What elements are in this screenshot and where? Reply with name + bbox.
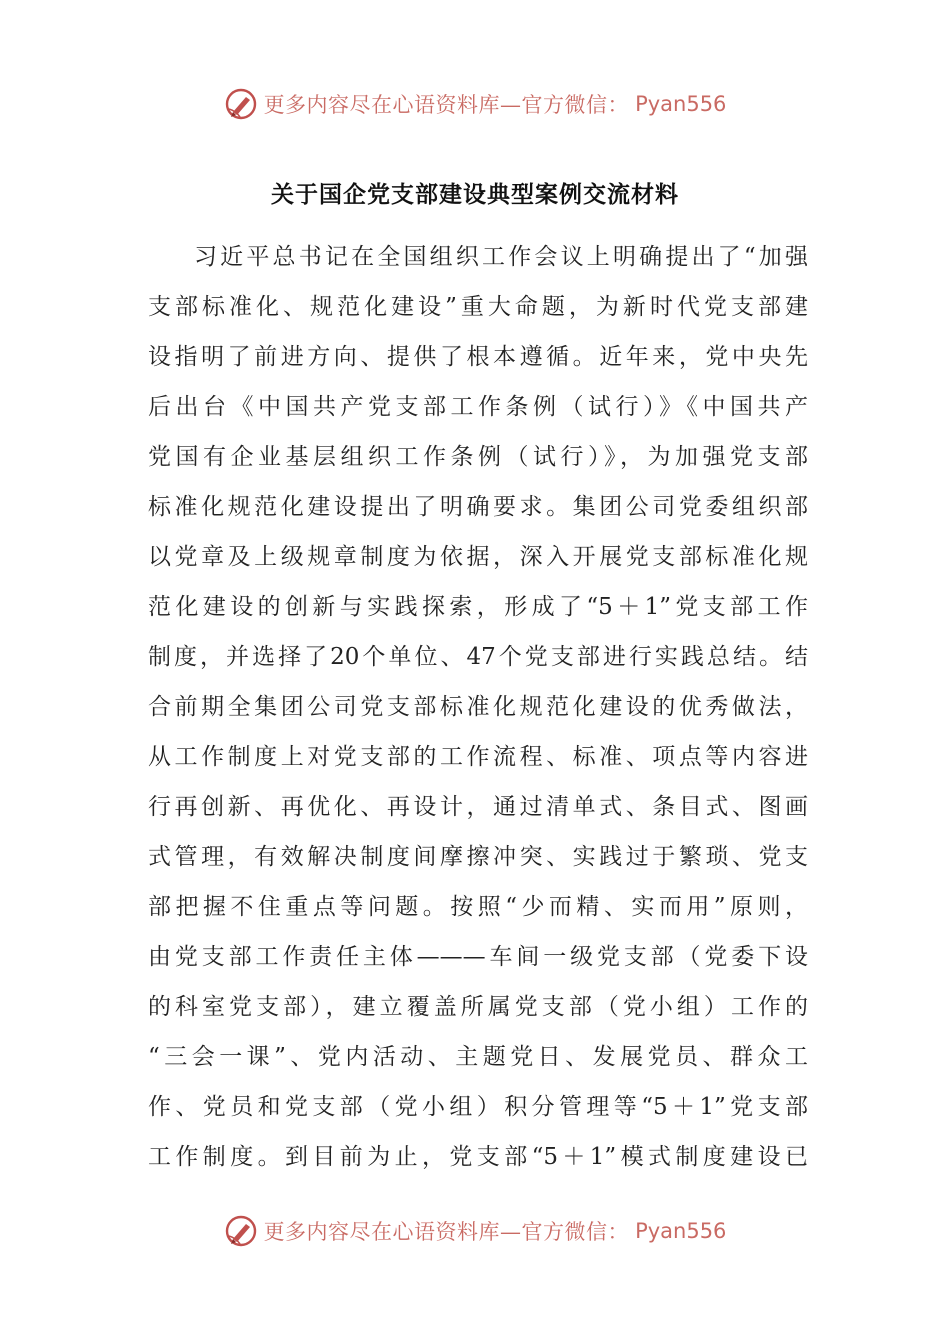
text-line: 从工作制度上对党支部的工作流程、标准、项点等内容进 bbox=[148, 744, 808, 770]
text-line: 支部标准化、规范化建设”重大命题，为新时代党支部建 bbox=[148, 294, 808, 320]
text-line: 党国有企业基层组织工作条例（试行）》，为加强党支部 bbox=[148, 444, 808, 470]
text-line: 作、党员和党支部（党小组）积分管理等“5＋1”党支部 bbox=[148, 1094, 808, 1120]
text-line: 以党章及上级规章制度为依据，深入开展党支部标准化规 bbox=[148, 544, 808, 570]
header-watermark bbox=[0, 84, 950, 124]
text-line: “三会一课”、党内活动、主题党日、发展党员、群众工 bbox=[148, 1044, 808, 1070]
footer-watermark bbox=[0, 1211, 950, 1251]
text-line: 制度，并选择了20个单位、47个党支部进行实践总结。结 bbox=[148, 644, 808, 670]
text-line: 标准化规范化建设提出了明确要求。集团公司党委组织部 bbox=[148, 494, 808, 520]
text-line: 习近平总书记在全国组织工作会议上明确提出了“加强 bbox=[194, 244, 808, 270]
pen-logo-icon bbox=[224, 1214, 258, 1248]
text-line: 的科室党支部），建立覆盖所属党支部（党小组）工作的 bbox=[148, 994, 808, 1020]
pen-logo-icon bbox=[224, 87, 258, 121]
document-title: 关于国企党支部建设典型案例交流材料 bbox=[271, 182, 679, 208]
document-body bbox=[148, 232, 808, 1182]
watermark-text: 更多内容尽在心语资料库—官方微信： bbox=[263, 93, 630, 117]
text-line: 部把握不住重点等问题。按照“少而精、实而用”原则， bbox=[148, 894, 808, 920]
text-line: 范化建设的创新与实践探索，形成了“5＋1”党支部工作 bbox=[148, 594, 808, 620]
text-line: 后出台《中国共产党支部工作条例（试行）》《中国共产 bbox=[148, 394, 808, 420]
watermark-text: 更多内容尽在心语资料库—官方微信： bbox=[263, 1220, 630, 1244]
text-line: 式管理，有效解决制度间摩擦冲突、实践过于繁琐、党支 bbox=[148, 844, 808, 870]
text-line: 设指明了前进方向、提供了根本遵循。近年来，党中央先 bbox=[148, 344, 808, 370]
text-line: 行再创新、再优化、再设计，通过清单式、条目式、图画 bbox=[148, 794, 808, 820]
watermark-wechat-id: Pyan556 bbox=[635, 92, 727, 116]
text-line: 由党支部工作责任主体———车间一级党支部（党委下设 bbox=[148, 944, 808, 970]
text-line: 合前期全集团公司党支部标准化规范化建设的优秀做法， bbox=[148, 694, 808, 720]
text-line: 工作制度。到目前为止，党支部“5＋1”模式制度建设已 bbox=[148, 1144, 808, 1170]
watermark-wechat-id: Pyan556 bbox=[635, 1219, 727, 1243]
